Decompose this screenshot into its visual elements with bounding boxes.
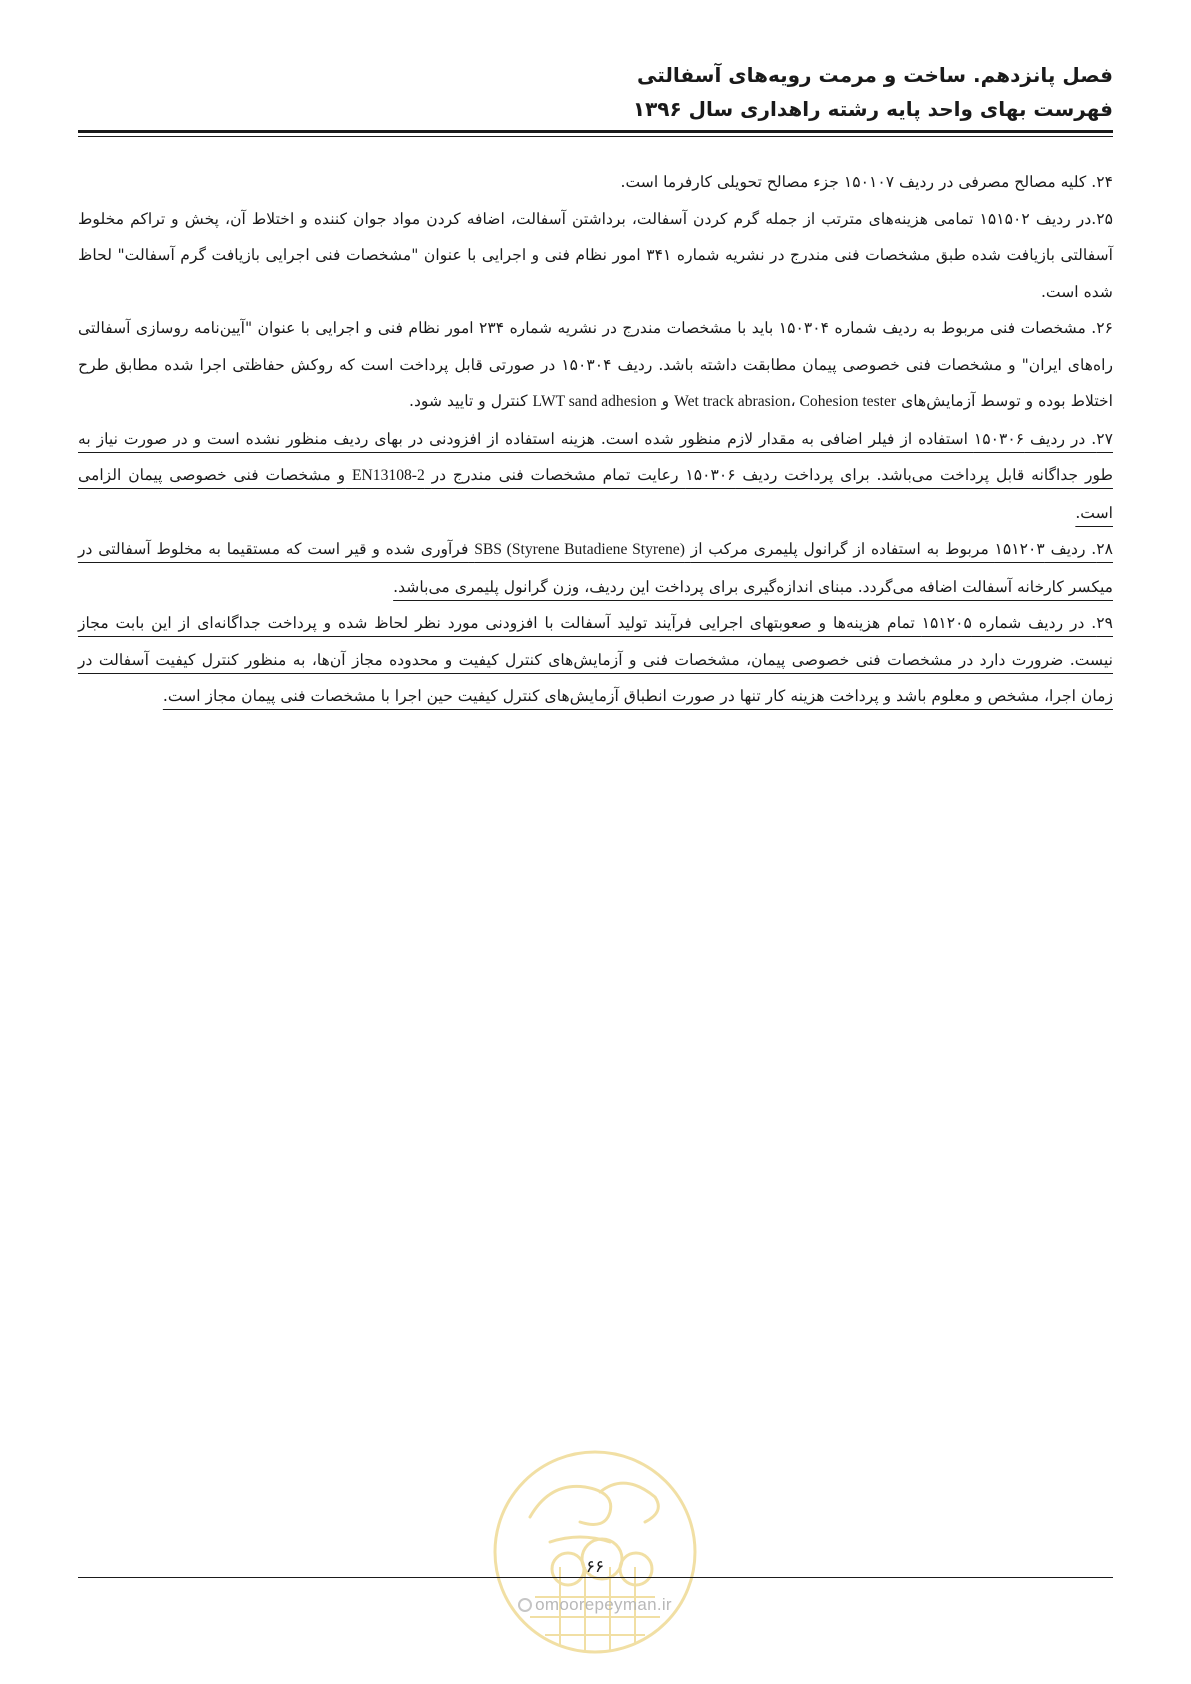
note-27-text-c: و مشخصات فنی خصوصی پیمان الزامی است. bbox=[78, 466, 1113, 522]
note-26-text-a: ۲۶. مشخصات فنی مربوط به ردیف شماره ۱۵۰۳۰۴ باید با مشخصات مندرج در نشریه شماره ۲۳۴ امور نظام فنی و اجرایی با عنوان "آیین‌نامه روسازی آسفالتی راه‌های ایران" و مشخصات فنی خصوصی پیمان مطابقت داشته باشد. ردیف ۱۵۰۳۰۴ در صورتی قابل پرداخت است که روکش حفاظتی اجرا شده مطابق طرح اختلاط بوده و توسط آزمایش‌های bbox=[78, 319, 1113, 410]
note-26-text-e: کنترل و تایید شود. bbox=[409, 392, 528, 410]
note-25: ۲۵.در ردیف ۱۵۱۵۰۲ تمامی هزینه‌های مترتب از جمله گرم کردن آسفالت، برداشتن آسفالت، اضافه کردن مواد جوان کننده و اختلاط آن، پخش و تراکم مخلوط آسفالتی بازیافت شده طبق مشخصات فنی مندرج در نشریه شماره ۳۴۱ امور نظام فنی و اجرایی با عنوان "مشخصات فنی اجرایی بازیافت گرم آسفالت" لحاظ شده است. bbox=[78, 209, 1113, 301]
note-26-tests-a: Wet track abrasion، Cohesion tester bbox=[674, 393, 897, 410]
note-27-text-a: ۲۷. در ردیف ۱۵۰۳۰۶ استفاده از فیلر اضافی به مقدار لازم منظور شده است. هزینه استفاده از افزودنی در بهای ردیف منظور نشده است و در صورت نیاز به طور جداگانه قابل پرداخت می‌باشد. برای پرداخت ردیف ۱۵۰۳۰۶ رعایت تمام مشخصات فنی مندرج در bbox=[78, 429, 1113, 484]
chapter-title: فصل پانزدهم. ساخت و مرمت رویه‌های آسفالتی bbox=[636, 63, 1113, 87]
site-watermark bbox=[480, 1595, 710, 1615]
at-sign-icon bbox=[518, 1598, 532, 1612]
note-28-polymer: SBS (Styrene Butadiene Styrene) bbox=[474, 541, 685, 558]
note-29: ۲۹. در ردیف شماره ۱۵۱۲۰۵ تمام هزینه‌ها و صعوبتهای اجرایی فرآیند تولید آسفالت با افزودنی مورد نظر لحاظ شده و پرداخت جداگانه‌ای از این بابت مجاز نیست. ضرورت دارد در مشخصات فنی خصوصی پیمان، مشخصات فنی و آزمایش‌های کنترل کیفیت و محدوده مجاز آن‌ها، به منظور کنترل کیفیت آسفالت در زمان اجرا، مشخص و معلوم باشد و پرداخت هزینه کار تنها در صورت انطباق آزمایش‌های کنترل کیفیت حین اجرا با مشخصات فنی پیمان مجاز است. bbox=[78, 614, 1113, 705]
price-list-title: فهرست بهای واحد پایه رشته راهداری سال ۱۳۹۶ bbox=[632, 97, 1113, 121]
note-28-text-a: ۲۸. ردیف ۱۵۱۲۰۳ مربوط به استفاده از گرانول پلیمری مرکب از bbox=[690, 540, 1113, 558]
note-27 bbox=[78, 421, 1113, 532]
footer-rule bbox=[78, 1577, 1113, 1578]
note-24: ۲۴. کلیه مصالح مصرفی در ردیف ۱۵۰۱۰۷ جزء مصالح تحویلی کارفرما است. bbox=[620, 173, 1113, 191]
page-number: ۶۶ bbox=[585, 1557, 605, 1577]
header-rule-thin bbox=[78, 136, 1113, 137]
note-26-tests-b: LWT sand adhesion bbox=[532, 393, 657, 410]
note-27-standard: EN13108-2 bbox=[352, 467, 425, 484]
page-header bbox=[78, 58, 1113, 126]
omoore-peyman-seal-logo bbox=[490, 1447, 700, 1657]
notes-body bbox=[78, 164, 1113, 715]
header-rule-thick bbox=[78, 130, 1113, 133]
note-26 bbox=[78, 310, 1113, 421]
note-28 bbox=[78, 531, 1113, 605]
note-26-conjunction: و bbox=[661, 392, 670, 410]
watermark-text: omoorepeyman.ir bbox=[535, 1595, 672, 1614]
note-28-text-c: فرآوری شده و قیر است که مستقیما به مخلوط آسفالتی در میکسر کارخانه آسفالت اضافه می‌گردد. مبنای اندازه‌گیری برای پرداخت این ردیف، وزن گرانول پلیمری می‌باشد. bbox=[78, 540, 1113, 596]
